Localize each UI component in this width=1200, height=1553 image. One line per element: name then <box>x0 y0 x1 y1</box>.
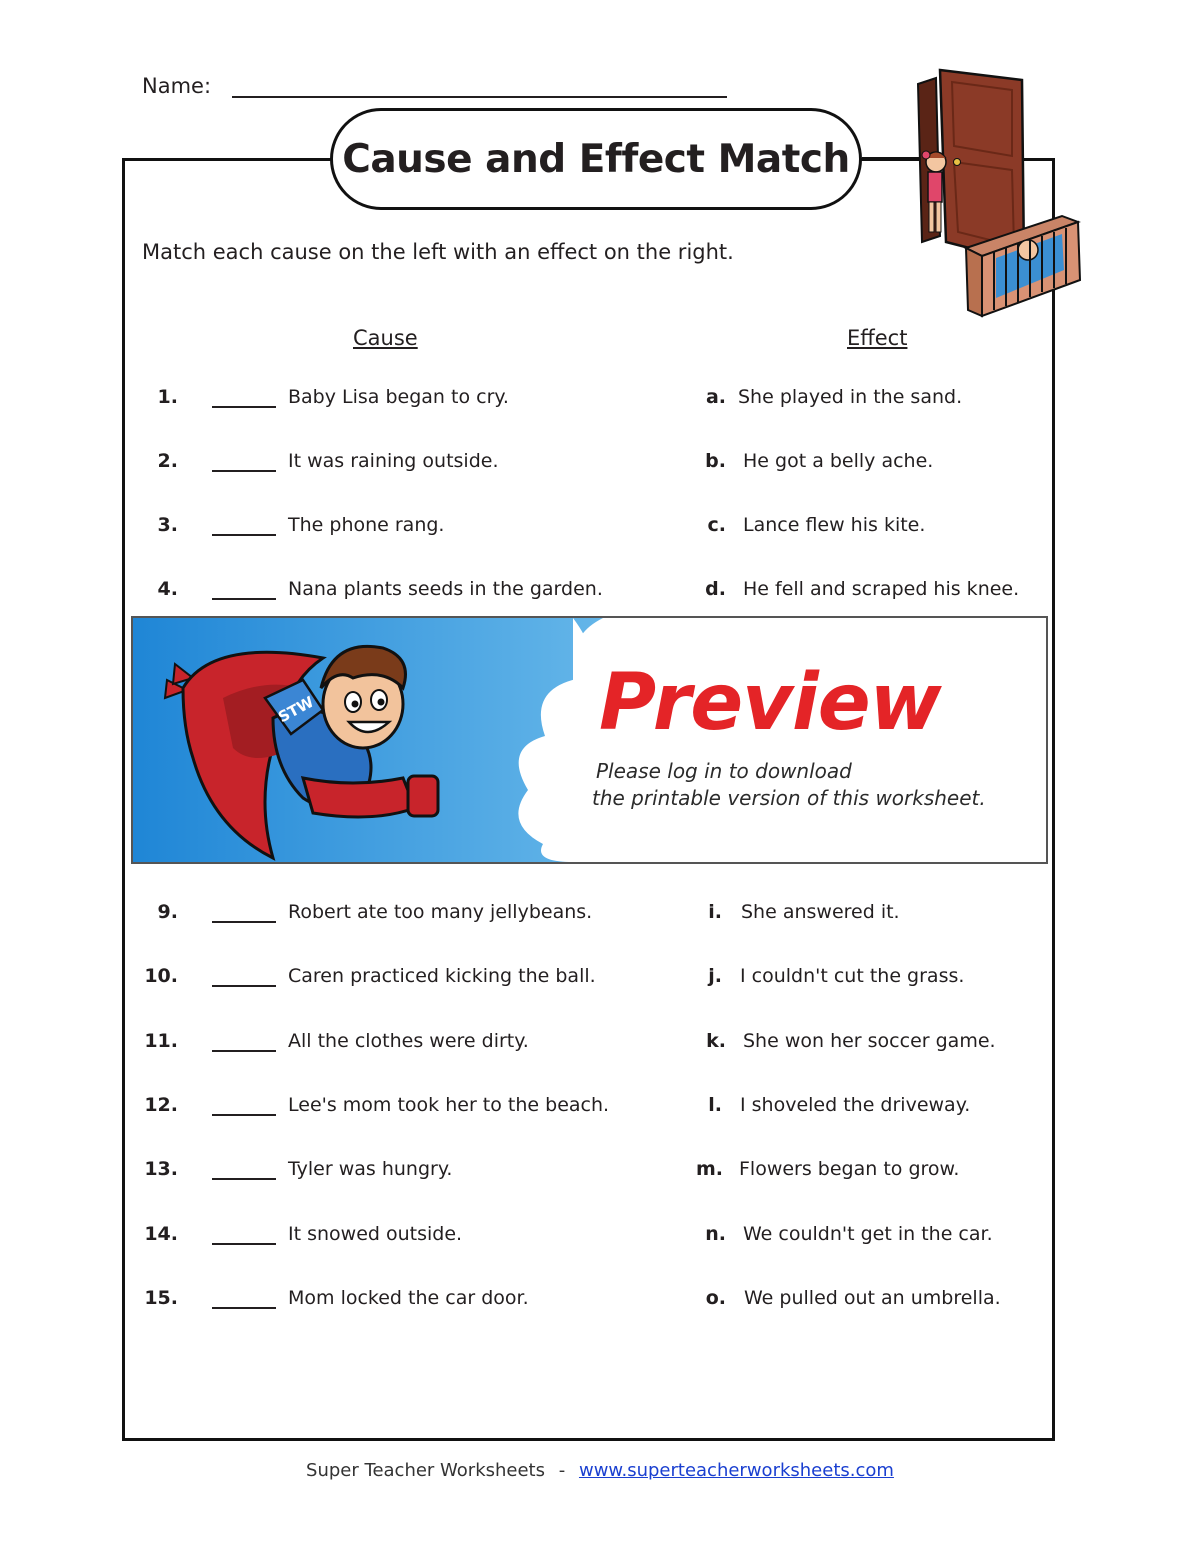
effect-letter: i. <box>708 901 722 923</box>
answer-blank[interactable] <box>212 598 276 600</box>
effect-letter: c. <box>707 514 726 536</box>
footer-separator: - <box>558 1460 566 1481</box>
item-number: 13. <box>144 1158 178 1180</box>
footer-brand: Super Teacher Worksheets <box>306 1460 545 1481</box>
cause-text: It was raining outside. <box>288 450 499 472</box>
match-row <box>0 965 1200 991</box>
cause-text: Nana plants seeds in the garden. <box>288 578 603 600</box>
item-number: 10. <box>144 965 178 987</box>
effect-letter: k. <box>706 1030 726 1052</box>
match-row <box>0 1158 1200 1184</box>
cause-text: Caren practiced kicking the ball. <box>288 965 596 987</box>
match-row <box>0 578 1200 604</box>
name-label: Name: <box>142 74 212 98</box>
item-number: 4. <box>157 578 178 600</box>
preview-login-message <box>592 758 986 812</box>
item-number: 11. <box>144 1030 178 1052</box>
answer-blank[interactable] <box>212 406 276 408</box>
effect-text: Lance flew his kite. <box>743 514 926 536</box>
item-number: 2. <box>157 450 178 472</box>
answer-blank[interactable] <box>212 534 276 536</box>
cause-text: Tyler was hungry. <box>288 1158 453 1180</box>
answer-blank[interactable] <box>212 1050 276 1052</box>
effect-letter: j. <box>708 965 722 987</box>
item-number: 9. <box>157 901 178 923</box>
name-blank-line[interactable] <box>232 96 727 98</box>
preview-banner[interactable] <box>131 616 1048 864</box>
effect-letter: b. <box>705 450 726 472</box>
instructions-text: Match each cause on the left with an effect on the right. <box>142 240 734 264</box>
preview-line-2: the printable version of this worksheet. <box>592 786 986 810</box>
match-row <box>0 901 1200 927</box>
item-number: 1. <box>157 386 178 408</box>
effect-text: She answered it. <box>741 901 900 923</box>
effect-text: He got a belly ache. <box>743 450 934 472</box>
effect-letter: l. <box>708 1094 722 1116</box>
item-number: 12. <box>144 1094 178 1116</box>
match-row <box>0 1223 1200 1249</box>
effect-text: We pulled out an umbrella. <box>744 1287 1001 1309</box>
cause-text: Lee's mom took her to the beach. <box>288 1094 610 1116</box>
effect-text: I couldn't cut the grass. <box>740 965 965 987</box>
effect-letter: a. <box>705 386 726 408</box>
preview-line-1: Please log in to download <box>596 759 852 783</box>
preview-title: Preview <box>599 658 941 748</box>
cause-text: Robert ate too many jellybeans. <box>288 901 593 923</box>
effect-text: I shoveled the driveway. <box>740 1094 971 1116</box>
match-row <box>0 1094 1200 1120</box>
answer-blank[interactable] <box>212 470 276 472</box>
cause-text: Mom locked the car door. <box>288 1287 529 1309</box>
match-row <box>0 450 1200 476</box>
effect-text: We couldn't get in the car. <box>743 1223 993 1245</box>
answer-blank[interactable] <box>212 985 276 987</box>
door-and-crib-illustration <box>912 66 1084 324</box>
cause-text: All the clothes were dirty. <box>288 1030 529 1052</box>
worksheet-title: Cause and Effect Match <box>330 108 862 210</box>
effect-text: She won her soccer game. <box>743 1030 996 1052</box>
item-number: 3. <box>157 514 178 536</box>
answer-blank[interactable] <box>212 1178 276 1180</box>
cause-text: Baby Lisa began to cry. <box>288 386 509 408</box>
answer-blank[interactable] <box>212 1243 276 1245</box>
answer-blank[interactable] <box>212 921 276 923</box>
footer <box>0 1460 1200 1481</box>
footer-link[interactable]: www.superteacherworksheets.com <box>578 1460 894 1481</box>
effect-letter: m. <box>695 1158 723 1180</box>
effect-text: She played in the sand. <box>738 386 963 408</box>
effect-text: He fell and scraped his knee. <box>743 578 1020 600</box>
superhero-mascot <box>153 618 493 862</box>
effect-letter: d. <box>705 578 726 600</box>
item-number: 15. <box>144 1287 178 1309</box>
cause-text: The phone rang. <box>288 514 445 536</box>
match-row <box>0 1287 1200 1313</box>
effect-column-heading: Effect <box>847 326 908 350</box>
effect-letter: n. <box>705 1223 726 1245</box>
mascot-badge-text: STW <box>275 692 317 727</box>
item-number: 14. <box>144 1223 178 1245</box>
answer-blank[interactable] <box>212 1114 276 1116</box>
match-row <box>0 514 1200 540</box>
cause-column-heading: Cause <box>353 326 418 350</box>
cause-text: It snowed outside. <box>288 1223 463 1245</box>
match-row <box>0 386 1200 412</box>
match-row <box>0 1030 1200 1056</box>
effect-letter: o. <box>705 1287 726 1309</box>
answer-blank[interactable] <box>212 1307 276 1309</box>
effect-text: Flowers began to grow. <box>739 1158 960 1180</box>
